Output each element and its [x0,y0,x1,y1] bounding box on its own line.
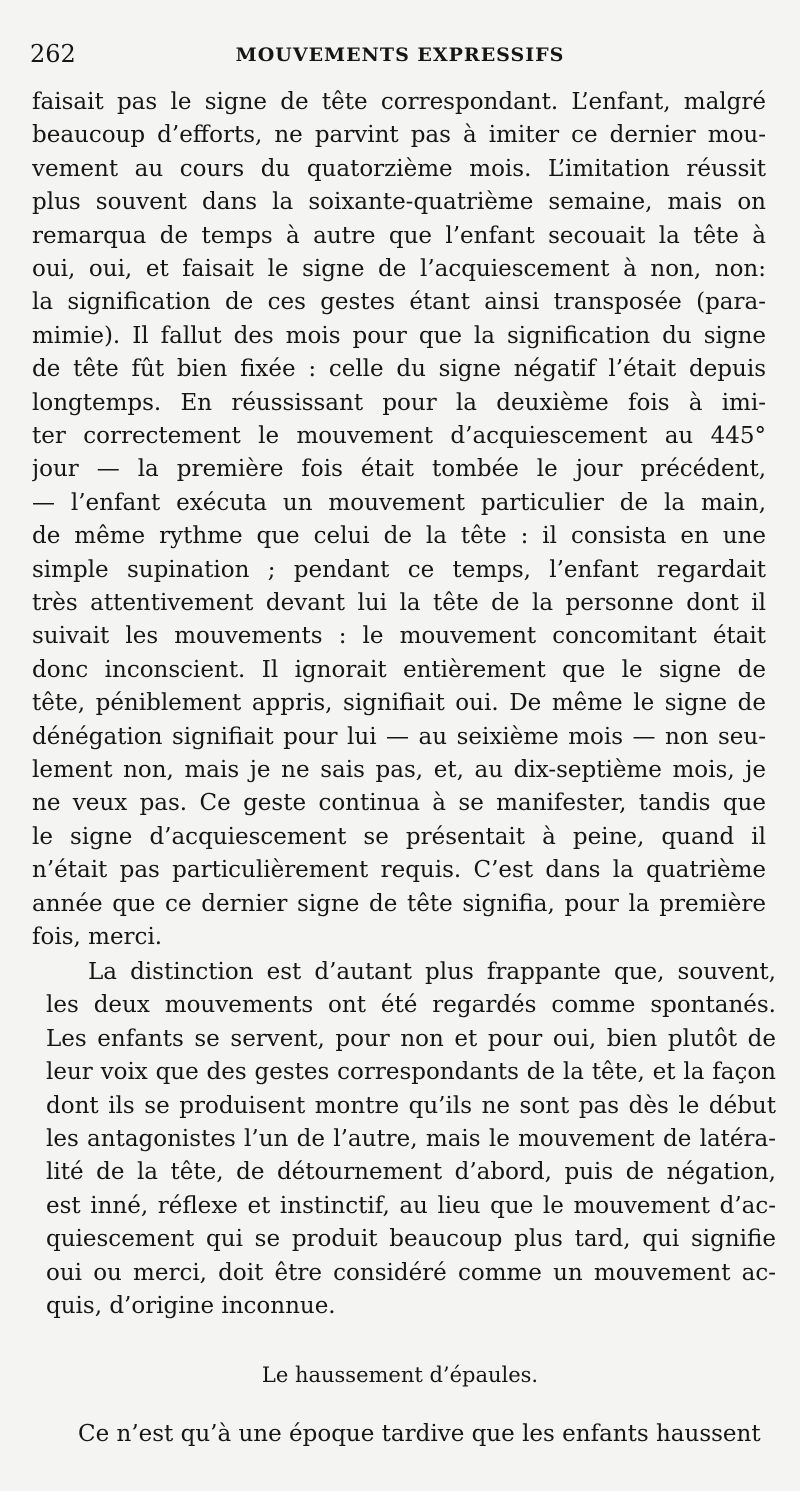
text-line: très attentivement devant lui la tête de la personne dont il [32,590,766,616]
text-line: remarqua de temps à autre que l’enfant secouait la tête à [32,222,766,249]
text-line: est inné, réflexe et instinctif, au lieu que le mouvement d’ac- [46,1192,776,1219]
text-line: jour — la première fois était tombée le jour précédent, [32,456,766,483]
text-line: oui, oui, et faisait le signe de l’acquiescement à non, non: [32,256,766,282]
text-line: longtemps. En réussissant pour la deuxième fois à imi- [32,389,766,416]
text-line: fois, merci. [32,924,163,950]
page-number: 262 [30,40,76,68]
text-line: — l’enfant exécuta un mouvement particulier de la main, [32,489,766,516]
text-line: les deux mouvements ont été regardés comme spontanés. [46,992,776,1019]
text-line: suivait les mouvements : le mouvement concomitant était [32,623,766,650]
running-title: MOUVEMENTS EXPRESSIFS [235,44,565,66]
text-line: de même rythme que celui de la tête : il consista en une [32,523,766,550]
text-line: n’était pas particulièrement requis. C’est dans la quatrième [32,857,766,884]
text-line: quiescement qui se produit beaucoup plus tard, qui signifie [46,1226,776,1253]
page-header [30,40,770,80]
text-line: de tête fût bien fixée : celle du signe négatif l’était depuis [32,356,766,383]
text-line: lité de la tête, de détournement d’abord, puis de négation, [46,1159,776,1186]
text-line: les antagonistes l’un de l’autre, mais le mouvement de latéra- [46,1126,776,1152]
section-heading: Le haussement d’épaules. [261,1363,539,1387]
text-line: dénégation signifiait pour lui — au seixième mois — non seu- [32,723,766,750]
text-line: mimie). Il fallut des mois pour que la signification du signe [32,322,766,349]
text-line: ter correctement le mouvement d’acquiescement au 445° [32,423,766,449]
text-line: simple supination ; pendant ce temps, l’enfant regardait [32,556,766,583]
text-line: donc inconscient. Il ignorait entièrement que le signe de [32,656,766,683]
final-line: Ce n’est qu’à une époque tardive que les enfants haussent [78,1421,761,1447]
text-line: La distinction est d’autant plus frappante que, souvent, [88,959,776,985]
text-line: beaucoup d’efforts, ne parvint pas à imiter ce dernier mou- [32,122,766,149]
text-line: plus souvent dans la soixante-quatrième semaine, mais on [32,189,766,216]
text-line: vement au cours du quatorzième mois. L’imitation réussit [32,155,766,182]
text-line: le signe d’acquiescement se présentait à peine, quand il [32,823,766,850]
text-line: tête, péniblement appris, signifiait oui. De même le signe de [32,690,766,717]
text-line: ne veux pas. Ce geste continua à se manifester, tandis que [32,790,766,817]
text-line: oui ou merci, doit être considéré comme un mouvement ac- [46,1259,776,1286]
text-line: Les enfants se servent, pour non et pour oui, bien plutôt de [46,1025,776,1052]
text-line: lement non, mais je ne sais pas, et, au dix-septième mois, je [32,757,766,783]
text-line: quis, d’origine inconnue. [46,1293,336,1319]
text-line: leur voix que des gestes correspondants de la tête, et la façon [46,1059,776,1086]
text-line: la signification de ces gestes étant ainsi transposée (para- [32,289,766,316]
text-line: année que ce dernier signe de tête signifia, pour la première [32,890,766,917]
text-line: dont ils se produisent montre qu’ils ne sont pas dès le début [46,1092,776,1119]
text-line: faisait pas le signe de tête correspondant. L’enfant, malgré [32,89,766,115]
